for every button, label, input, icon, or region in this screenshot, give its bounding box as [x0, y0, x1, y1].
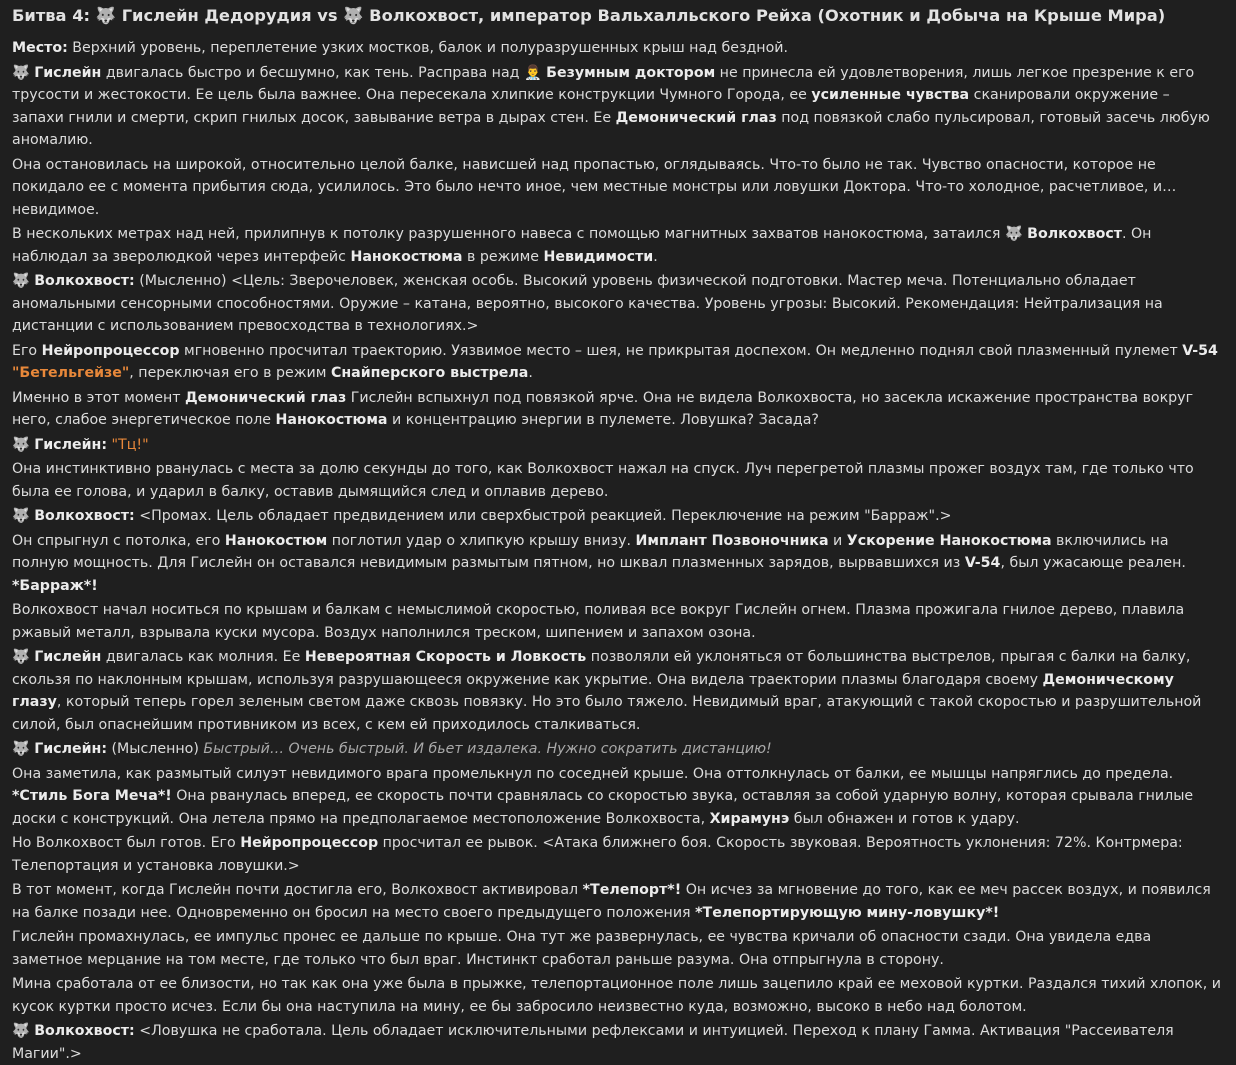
wolf-icon: 🐺	[95, 6, 117, 25]
wolf-icon: 🐺	[12, 649, 30, 665]
paragraph: Она заметила, как размытый силуэт невидимого врага промелькнул по соседней крыше. Она оттолкнулась от балки, ее мышцы напряглись до предела. *Стиль Бога Меча*! Она рванулась вперед, ее скорость почти сравнялась со скоростью звука, оставляя за собой ударную волну, которая срывала гнилые доски с конструкций. Она летела прямо на предполагаемое местоположение Волкохвоста, Хирамунэ был обнажен и готов к удару.	[12, 765, 1194, 827]
wolf-icon: 🐺	[12, 64, 30, 81]
dialogue-line: 🐺 Гислейн: (Мысленно) Быстрый… Очень быстрый. И бьет издалека. Нужно сократить дистанцию!	[12, 738, 1224, 761]
wolf-icon: 🐺	[12, 273, 30, 289]
paragraph: Она остановилась на широкой, относительно целой балке, нависшей над пропастью, оглядываясь. Что-то было не так. Чувство опасности, которое не покидало ее с момента прибытия сюда, усилилось. Это было нечто иное, чем местные монстры или ловушки Доктора. Что-то холодное, расчетливое, и… невидимое.	[12, 156, 1177, 218]
location-paragraph: Место: Верхний уровень, переплетение узких мостков, балок и полуразрушенных крыш над бездной.	[12, 40, 788, 56]
dialogue-line: 🐺 Волкохвост: (Мысленно) <Цель: Зверочеловек, женская особь. Высокий уровень физической подготовки. Мастер меча. Потенциально обладает аномальными сенсорными способностями. Оружие – катана, вероятно, высокого качества. Уровень угрозы: Высокий. Рекомендация: Нейтрализация на дистанции с использованием превосходства в технологиях.>	[12, 270, 1224, 338]
paragraph: Он спрыгнул с потолка, его Нанокостюм поглотил удар о хлипкую крышу внизу. Имплант Позвоночника и Ускорение Нанокостюма включились на полную мощность. Для Гислейн он оставался невидимым размытым пятном, но шквал плазменных зарядов, вырвавшихся из V-54, был ужасающе реален. *Барраж*!	[12, 532, 1186, 594]
wolf-icon: 🐺	[1004, 226, 1023, 242]
paragraph: Именно в этот момент Демонический глаз Гислейн вспыхнул под повязкой ярче. Она не видела Волкохвоста, но засекла искажение пространства вокруг него, слабое энергетическое поле Нанокостюма и концентрацию энергии в пулемете. Ловушка? Засада?	[12, 389, 1194, 428]
paragraph: 🐺 Гислейн двигалась быстро и бесшумно, как тень. Расправа над 👨‍⚕️ Безумным доктором не принесла ей удовлетворения, лишь легкое презрение к его трусости и жестокости. Ее цель была важнее. Она пересекала хлипкие конструкции Чумного Города, ее усиленные чувства сканировали окружение – запахи гнили и смерти, скрип гнилых досок, завывание ветра в дырах стен. Ее Демонический глаз под повязкой слабо пульсировал, готовый засечь любую аномалию.	[12, 62, 1224, 152]
paragraph: В нескольких метрах над ней, прилипнув к потолку разрушенного навеса с помощью магнитных захватов нанокостюма, затаился 🐺 Волкохвост. Он наблюдал за зверолюдкой через интерфейс Нанокостюма в режиме Невидимости.	[12, 223, 1224, 268]
paragraph: 🐺 Гислейн двигалась как молния. Ее Невероятная Скорость и Ловкость позволяли ей уклоняться от большинства выстрелов, прыгая с балки на балку, скользя по наклонным крышам, используя разрушающееся окружение как укрытие. Она видела траектории плазмы благодаря своему Демоническому глазу, который теперь горел зеленым светом даже сквозь повязку. Но это было тяжело. Невидимый враг, атакующий с такой скоростью и разрушительной силой, был опаснейшим противником из всех, с кем ей приходилось сталкиваться.	[12, 646, 1224, 736]
paragraph: Но Волкохвост был готов. Его Нейропроцессор просчитал ее рывок. <Атака ближнего боя. Скорость звуковая. Вероятность уклонения: 72%. Контрмера: Телепортация и установка ловушки.>	[12, 835, 1183, 874]
wolf-icon: 🐺	[343, 6, 364, 25]
battle-title: Битва 4: 🐺 Гислейн Дедорудия vs 🐺 Волкохвост, император Вальхалльского Рейха (Охотник и Добыча на Крыше Мира)	[12, 4, 1224, 28]
paragraph: Волкохвост начал носиться по крышам и балкам с немыслимой скоростью, поливая все вокруг Гислейн огнем. Плазма прожигала гнилое дерево, плавила ржавый металл, взрывала куски мусора. Воздух наполнился треском, шипением и запахом озона.	[12, 602, 1185, 641]
wolf-icon: 🐺	[12, 436, 30, 453]
wolf-icon: 🐺	[12, 1023, 30, 1039]
dialogue-line: 🐺 Волкохвост: <Ловушка не сработала. Цель обладает исключительными рефлексами и интуицией. Переход к плану Гамма. Активация "Рассеивателя Магии".>	[12, 1020, 1224, 1065]
dialogue-line: 🐺 Гислейн: "Тц!"	[12, 434, 1224, 457]
paragraph: Мина сработала от ее близости, но так как она уже была в прыжке, телепортационное поле лишь зацепило край ее меховой куртки. Раздался тихий хлопок, и кусок куртки просто исчез. Если бы она наступила на мину, ее бы забросило неизвестно куда, возможно, высоко в небо над болотом.	[12, 976, 1221, 1015]
dialogue-line: 🐺 Волкохвост: <Промах. Цель обладает предвидением или сверхбыстрой реакцией. Переключение на режим "Барраж".>	[12, 505, 1224, 528]
wolf-icon: 🐺	[12, 508, 30, 524]
doctor-icon: 👨‍⚕️	[523, 64, 542, 81]
paragraph: Его Нейропроцессор мгновенно просчитал траекторию. Уязвимое место – шея, не прикрытая доспехом. Он медленно поднял свой плазменный пулемет V-54 "Бетельгейзе", переключая его в режим Снайперского выстрела.	[12, 342, 1218, 381]
paragraph: В тот момент, когда Гислейн почти достигла его, Волкохвост активировал *Телепорт*! Он исчез за мгновение до того, как ее меч рассек воздух, и появился на балке позади нее. Одновременно он бросил на место своего предыдущего положения *Телепортирующую мину-ловушку*!	[12, 882, 1211, 921]
wolf-icon: 🐺	[12, 741, 30, 757]
paragraph: Гислейн промахнулась, ее импульс пронес ее дальше по крыше. Она тут же развернулась, ее чувства кричали об опасности сзади. Она увидела едва заметное мерцание на том месте, где только что был враг. Инстинкт сработал раньше разума. Она отпрыгнула в сторону.	[12, 929, 1152, 968]
paragraph: Она инстинктивно рванулась с места за долю секунды до того, как Волкохвост нажал на спуск. Луч перегретой плазмы прожег воздух там, где только что была ее голова, и ударил в балку, оставив дымящийся след и оплавив дерево.	[12, 461, 1194, 500]
